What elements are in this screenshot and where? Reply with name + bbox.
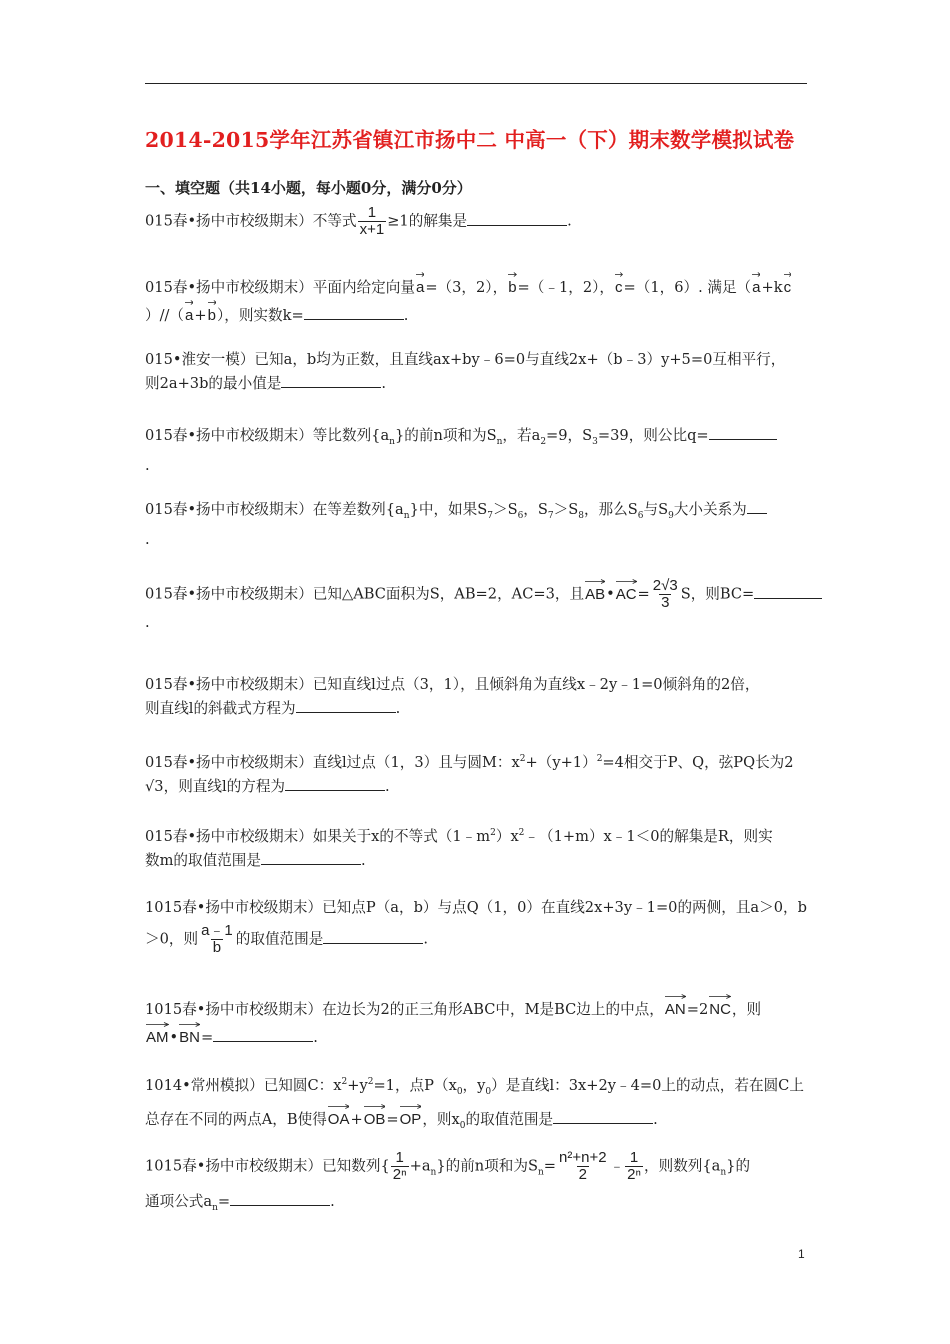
answer-blank <box>747 499 767 514</box>
fraction: $\frac{2√3}{3}$ <box>652 577 678 611</box>
vector-ab: AB <box>585 579 605 607</box>
question-3: 015•淮安一模）已知a，b均为正数，且直线ax+by﹣6=0与直线2x+（b﹣3）y+5=0互相平行， 则2a+3b的最小值是 . <box>145 351 786 392</box>
vector-a: a <box>416 272 424 300</box>
vector-a: a <box>185 300 193 328</box>
section-heading: 一、填空题（共14小题，每小题0分，满分0分） <box>145 179 472 197</box>
page-number: 1 <box>798 1247 805 1261</box>
answer-blank <box>323 929 423 944</box>
answer-blank <box>754 584 822 599</box>
question-13: 1015春•扬中市校级期末）已知数列{ $\frac{1}{\text{2ⁿ}}$ $+a_n$}的前n项和为$S_n=$ $\frac{\text{n²+n+2}}{2}$ ﹣ $\frac{1}{\text{2ⁿ}}$ ，则数列$\{a_n\}$的 通项公式$a_n=$ . <box>145 1149 751 1214</box>
vector-nc: NC <box>709 994 731 1022</box>
answer-blank <box>213 1027 313 1042</box>
header-rule <box>145 83 807 84</box>
question-8: 015春•扬中市校级期末）直线l过点（1，3）且与圆M：$x^2+(y+1)^2=4$相交于P、Q，弦PQ长为2 √3，则直线l的方程为 . <box>145 753 794 795</box>
vector-am: AM <box>146 1022 169 1050</box>
answer-blank <box>296 698 396 713</box>
vector-op: OP <box>400 1104 422 1132</box>
vector-bn: BN <box>179 1022 200 1050</box>
question-2: 015春•扬中市校级期末）平面内给定向量 a=（3，2）， b=（﹣1，2）， c=（1，6）. 满足（ a+k c ）//（ a+ b），则实数k= . <box>145 272 810 328</box>
fraction: $\frac{a﹣1}{b}$ <box>201 922 233 956</box>
question-11: 1015春•扬中市校级期末）在边长为2的正三角形ABC中，M是BC边上的中点， AN=2 NC，则 AM• BN= . <box>145 994 810 1050</box>
question-6: 015春•扬中市校级期末）已知△ABC面积为S，AB=2，AC=3，且 AB• AC= $\frac{2√3}{3}$ S，则BC= . <box>145 578 810 635</box>
vector-an: AN <box>665 994 686 1022</box>
fraction: $\frac{1}{x+1}$ <box>359 204 385 238</box>
answer-blank <box>709 425 777 440</box>
answer-blank <box>304 305 404 320</box>
question-9: 015春•扬中市校级期末）如果关于x的不等式$(1﹣m^2)x^2﹣(1+m)x﹣1<0$的解集是R，则实 数m的取值范围是 . <box>145 827 773 869</box>
fraction: $\frac{\text{n²+n+2}}{2}$ <box>559 1149 607 1183</box>
answer-blank <box>553 1109 653 1124</box>
answer-blank <box>285 776 385 791</box>
vector-a: a <box>752 272 760 300</box>
answer-blank <box>281 373 381 388</box>
vector-c: c <box>615 272 623 300</box>
fraction: $\frac{1}{\text{2ⁿ}}$ <box>627 1149 641 1183</box>
answer-blank <box>261 850 361 865</box>
vector-ob: OB <box>364 1104 386 1132</box>
question-5: 015春•扬中市校级期末）在等差数列$\{a_n\}$中，如果$S_7>S_6$，$S_7>S_8$，那么$S_6$与$S_9$大小关系为 . <box>145 498 810 552</box>
fraction: $\frac{1}{\text{2ⁿ}}$ <box>392 1149 407 1183</box>
answer-blank <box>467 211 567 226</box>
question-1: 015春•扬中市校级期末）不等式 $\frac{1}{x+1}$ ≥1的解集是 . <box>145 204 572 238</box>
vector-b: b <box>208 300 216 328</box>
page-title: 2014-2015学年江苏省镇江市扬中二 中高一（下）期末数学模拟试卷 <box>145 128 795 152</box>
question-4: 015春•扬中市校级期末）等比数列$\{a_n\}$的前n项和为$S_n$，若$a_2=9$，$S_3=39$，则公比q= . <box>145 424 810 478</box>
vector-oa: OA <box>328 1104 350 1132</box>
vector-c: c <box>784 272 792 300</box>
vector-ac: AC <box>616 579 637 607</box>
question-10: 1015春•扬中市校级期末）已知点P（a，b）与点Q（1，0）在直线2x+3y﹣1=0的两侧，且a＞0，b ＞0，则 $\frac{a﹣1}{b}$ 的取值范围是 . <box>145 899 807 956</box>
question-7: 015春•扬中市校级期末）已知直线l过点（3，1），且倾斜角为直线x﹣2y﹣1=0倾斜角的2倍， 则直线l的斜截式方程为 . <box>145 676 760 717</box>
vector-b: b <box>508 272 516 300</box>
answer-blank <box>230 1191 330 1206</box>
question-12: 1014•常州模拟）已知圆C：$x^2+y^2=1$，点$P(x_0$，$y_0$）是直线l：3x+2y﹣4=0上的动点，若在圆C上 总存在不同的两点A，B使得 OA+ OB= OP，则$x_0$的取值范围是 . <box>145 1076 804 1131</box>
